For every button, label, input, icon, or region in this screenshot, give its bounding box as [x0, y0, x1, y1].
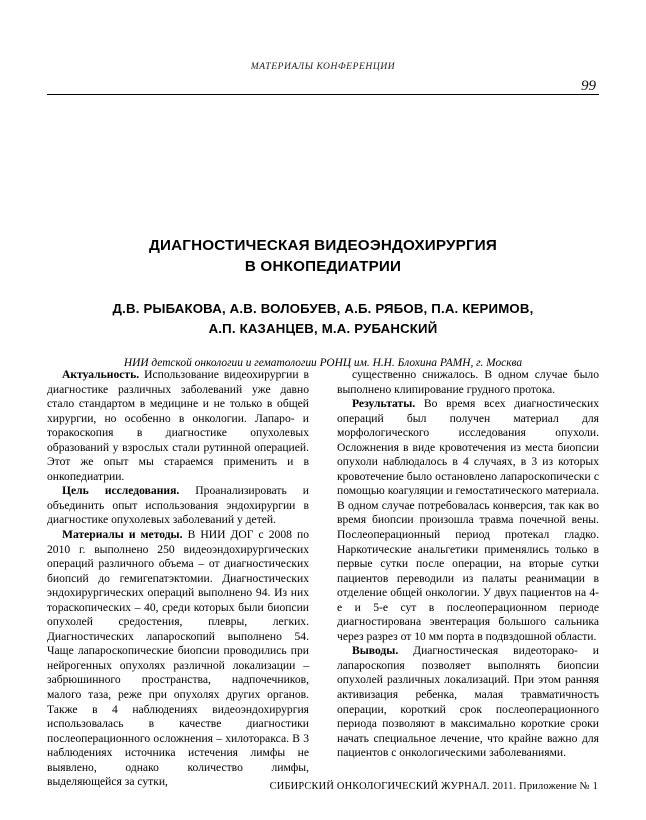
- author-line-1: Д.В. РЫБАКОВА, А.В. ВОЛОБУЕВ, А.Б. РЯБОВ, П.А. КЕРИМОВ,: [112, 301, 534, 316]
- paragraph: Выводы. Диагностическая видеоторако- и лапароскопия позволяет выполнять биопсии опухолей различных локализаций. При этом ранняя активизация ребенка, малая травматичность операции, короткий срок послеоперационного периода позволяют в максимально короткие сроки начать специальное лечение, что крайне важно для пациентов с онкологическими заболеваниями.: [337, 644, 599, 760]
- paragraph: Материалы и методы. В НИИ ДОГ с 2008 по 2010 г. выполнено 250 видеоэндохирургических операций различного объема – от диагностических биопсий до гемигепатэктомии. Диагностических эндохирургических операций выполнено 94. Из них тораскопических – 40, среди которых были биопсии опухолей средостения, плевры, легких. Диагностических лапароскопий выполнено 54. Чаще лапароскопические биопсии проводились при нейрогенных опухолях различной локализации – забрюшинного пространства, надпочечников, малого таза, реже при опухолях других органов. Также в 4 наблюдениях видеоэндохирургия использовалась в качестве диагностики послеоперационного осложнения – хилоторакса. В 3 наблюдениях источника истечения лимфы не выявлено, однако количество лимфы, выделяющейся за сутки,: [47, 528, 309, 789]
- running-head: МАТЕРИАЛЫ КОНФЕРЕНЦИИ: [250, 62, 396, 72]
- article-title-line-1: ДИАГНОСТИЧЕСКАЯ ВИДЕОЭНДОХИРУРГИЯ: [148, 237, 498, 254]
- author-line-2: А.П. КАЗАНЦЕВ, М.А. РУБАНСКИЙ: [208, 321, 438, 336]
- article-title-line-2: В ОНКОПЕДИАТРИИ: [244, 258, 402, 275]
- paragraph: существенно снижалось. В одном случае было выполнено клипирование грудного протока.: [337, 368, 599, 396]
- article-title: [73, 235, 573, 277]
- title-block: [73, 235, 573, 371]
- page-number: 99: [581, 78, 596, 94]
- affiliation: НИИ детской онкологии и гематологии РОНЦ им. Н.Н. Блохина РАМН, г. Москва: [123, 357, 523, 369]
- body-columns: [47, 368, 599, 790]
- author-list: [73, 299, 573, 339]
- left-column: [47, 368, 309, 790]
- paragraph: Актуальность. Использование видеохирургии в диагностике различных заболеваний уже давно стало стандартом в медицине и не только в общей хирургии, но особенно в онкологии. Лапаро- и торакоскопия в диагностике опухолевых образований у взрослых стали рутинной операцией. Этот же опыт мы стараемся применить и в онкопедиатрии.: [47, 368, 309, 483]
- right-column: [337, 368, 599, 790]
- paragraph: Цель исследования. Проанализировать и объединить опыт использования эндохирургии в диагностике опухолевых заболеваний у детей.: [47, 484, 309, 527]
- footer-journal-line: СИБИРСКИЙ ОНКОЛОГИЧЕСКИЙ ЖУРНАЛ. 2011. Приложение № 1: [269, 781, 598, 792]
- paragraph: Результаты. Во время всех диагностических операций был получен материал для морфологического исследования опухоли. Осложнения в виде кровотечения из места биопсии опухоли наблюдалось в 4 случаях, в 3 из которых кровотечение было остановлено лапароскопически с помощью коагуляции и гемостатического материала. В одном случае потребовалась конверсия, так как во время биопсии произошла травма почечной вены. Послеоперационный период протекал гладко. Наркотические анальгетики применялись только в первые сутки после операции, на вторые сутки пациентов переводили из палаты реанимации в отделение общей онкологии. У двух пациентов на 4-е и 5-е сут в послеоперационном периоде диагностирована эвентерация большого сальника через разрез от 10 мм порта в подвздошной области.: [337, 397, 599, 643]
- header-divider: [47, 94, 599, 95]
